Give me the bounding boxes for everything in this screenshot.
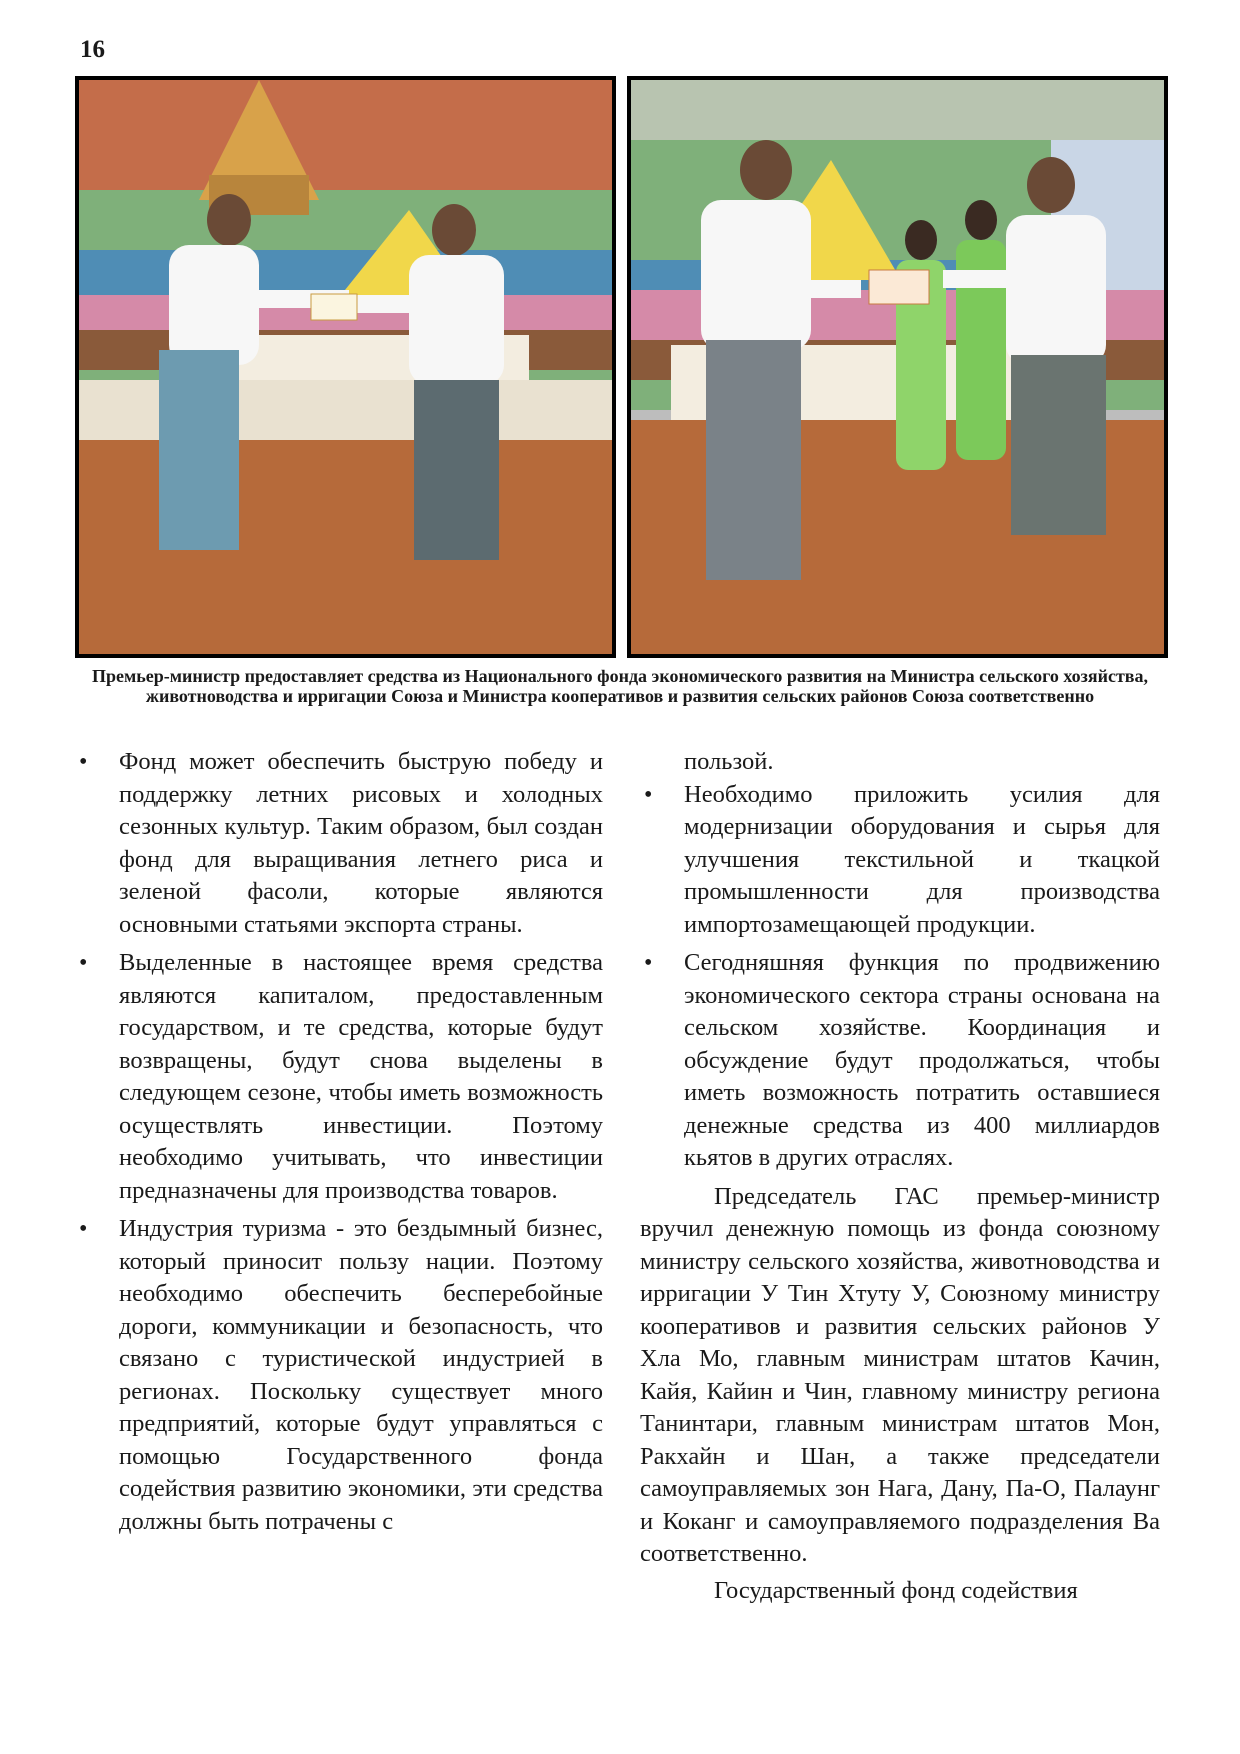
photo-left: [75, 76, 616, 658]
bullet-icon: •: [644, 950, 653, 976]
list-item: [75, 1213, 603, 1538]
list-item: [75, 947, 603, 1207]
body-paragraph: Государственный фонд содействия: [714, 1576, 1078, 1604]
right-column: [640, 746, 1160, 1611]
photo-caption: Премьер-министр предоставляет средства из Национального фонда экономического развития на Министра сельского хозяйства, животноводства и ирригации Союза и Министра кооперативов и развития сельских районов Союза соответственно: [91, 666, 1149, 706]
bullet-text: Индустрия туризма - это бездымный бизнес, который приносит пользу нации. Поэтому необходимо обеспечить бесперебойные дороги, коммуникации и безопасность, что связано с туристической индустрией в регионах. Поскольку существует много предприятий, которые будут управляться с помощью Государственного фонда содействия развитию экономики, эти средства должны быть потрачены с: [119, 1215, 603, 1535]
bullet-text: Сегодняшняя функция по продвижению экономического сектора страны основана на сельском хозяйстве. Координация и обсуждение будут продолжаться, чтобы иметь возможность потратить оставшиеся денежные средства из 400 миллиардов кьятов в других отраслях.: [684, 949, 1160, 1171]
left-column: [75, 746, 603, 1544]
photo-handing-over-certificate-icon: [631, 80, 1164, 654]
page-number: 16: [80, 36, 105, 63]
bullet-text: Выделенные в настоящее время средства являются капиталом, предоставленным государством, и те средства, которые будут возвращены, будут снова выделены в следующем сезоне, чтобы иметь возможность осуществлять инвестиции. Поэтому необходимо учитывать, что инвестиции предназначены для производства товаров.: [119, 949, 603, 1204]
list-item: [75, 746, 603, 941]
list-item: [640, 947, 1160, 1175]
list-item: [640, 779, 1160, 942]
bullet-icon: •: [79, 950, 88, 976]
bullet-icon: •: [79, 749, 88, 775]
bullet-text: Фонд может обеспечить быструю победу и поддержку летних рисовых и холодных сезонных культур. Таким образом, был создан фонд для выращивания летнего риса и зеленой фасоли, которые являются основными статьями экспорта страны.: [119, 748, 603, 938]
photo-handing-over-envelope-icon: [79, 80, 612, 654]
bullet-icon: •: [644, 781, 653, 808]
body-paragraph: Председатель ГАС премьер-министр вручил денежную помощь из фонда союзному министру сельского хозяйства, животноводства и ирригации У Тин Хтуту У, Союзному министру кооперативов и развития сельских районов У Хла Мо, главным министрам штатов Качин, Кайя, Кайин и Чин, главному министру региона Танинтари, главным министрам штатов Мон, Ракхайн и Шан, а также председатели самоуправляемых зон Нага, Дану, Па-О, Палаунг и Коканг и самоуправляемого подразделения Ва соответственно.: [640, 1182, 1160, 1567]
photo-right: [627, 76, 1168, 658]
continuation-text: пользой.: [684, 748, 774, 775]
bullet-text: Необходимо приложить усилия для модернизации оборудования и сырья для улучшения текстильной и ткацкой промышленности для производства импортозамещающей продукции.: [684, 780, 1160, 938]
bullet-icon: •: [79, 1216, 88, 1242]
